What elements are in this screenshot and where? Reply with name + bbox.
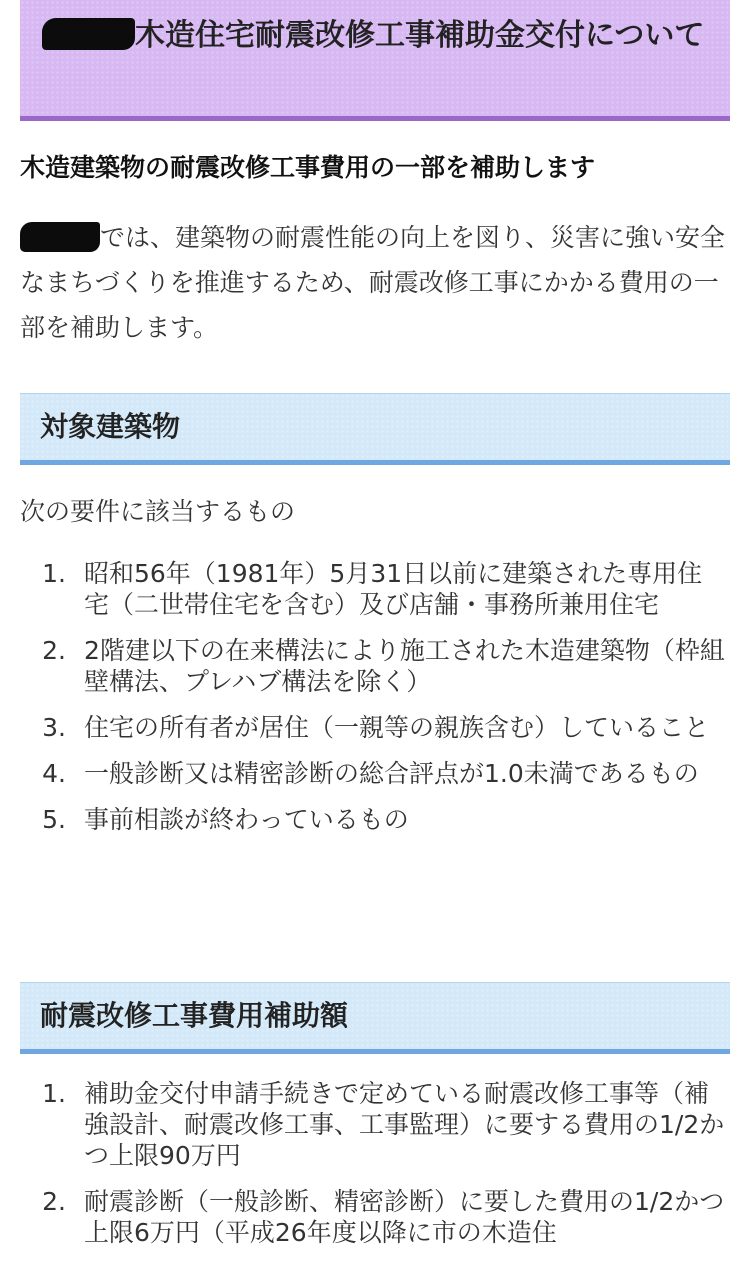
redaction-mark [20,222,100,252]
list-item-text: 一般診断又は精密診断の総合評点が1.0未満であるもの [84,759,699,788]
section-intro: 次の要件に該当するもの [20,497,296,526]
requirements-list [20,558,730,850]
list-item-text: 2階建以下の在来構法により施工された木造建築物（枠組壁構法、プレハブ構法を除く） [84,636,725,696]
list-item-text: 補助金交付申請手続きで定めている耐震改修工事等（補強設計、耐震改修工事、工事監理）に要する費用の1/2かつ上限90万円 [84,1079,725,1170]
list-item-text: 事前相談が終わっているもの [84,805,409,834]
list-item-text: 耐震診断（一般診断、精密診断）に要した費用の1/2かつ上限6万円（平成26年度以降に市の木造住 [84,1187,725,1247]
redaction-mark [42,18,135,50]
list-item [20,1078,726,1171]
list-item-number: 3. [42,713,66,742]
page-title-text: 木造住宅耐震改修工事補助金交付について [135,18,705,53]
list-item-number: 5. [42,805,66,834]
section-title: 耐震改修工事費用補助額 [40,999,349,1032]
page-title-banner [20,0,730,121]
list-item [20,758,726,789]
list-item [20,558,726,620]
page-title [42,10,707,62]
list-item-number: 1. [42,559,66,588]
section-heading-target-buildings [20,393,730,465]
section-title: 対象建築物 [40,410,181,443]
list-item-number: 4. [42,759,66,788]
list-item [20,1186,726,1248]
list-item-number: 1. [42,1079,66,1108]
list-item [20,712,726,743]
list-item-number: 2. [42,636,66,665]
subsidy-amount-list [20,1078,730,1263]
lead-paragraph [20,215,730,350]
list-item-text: 住宅の所有者が居住（一親等の親族含む）していること [84,713,710,742]
list-item-text: 昭和56年（1981年）5月31日以前に建築された専用住宅（二世帯住宅を含む）及び店舗・事務所兼用住宅 [84,559,703,619]
section-heading-subsidy-amount [20,982,730,1054]
lead-paragraph-text: では、建築物の耐震性能の向上を図り、災害に強い安全なまちづくりを推進するため、耐震改修工事にかかる費用の一部を補助します。 [20,223,726,342]
list-item-number: 2. [42,1187,66,1216]
lead-heading: 木造建築物の耐震改修工事費用の一部を補助します [20,153,596,182]
list-item [20,635,726,697]
list-item [20,804,726,835]
